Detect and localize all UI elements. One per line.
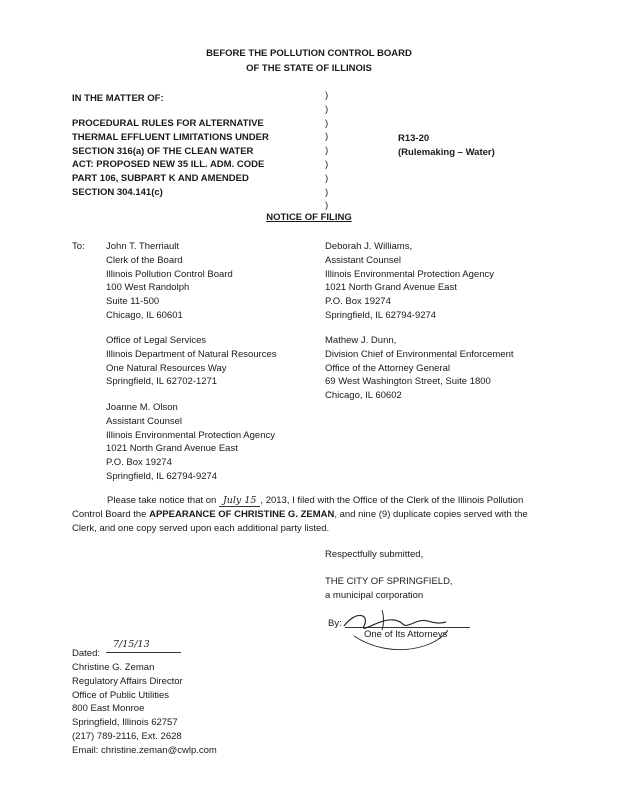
email-label: Email: <box>72 744 99 756</box>
recipient-line: 100 West Randolph <box>106 282 190 294</box>
contact-name: Christine G. Zeman <box>72 662 155 673</box>
recipient-line: Chicago, IL 60602 <box>325 390 402 402</box>
body-text: , and nine (9) duplicate copies served with the Clerk, and one copy served upon each additional party listed. <box>72 509 528 534</box>
contact-city: Springfield, Illinois 62757 <box>72 717 178 729</box>
recipient-block <box>325 334 514 403</box>
recipient-line: Illinois Pollution Control Board <box>106 268 233 280</box>
matter-label: IN THE MATTER OF: <box>72 93 164 104</box>
case-type: (Rulemaking – Water) <box>398 147 495 158</box>
recipient-line: Springfield, IL 62794-9274 <box>325 309 437 321</box>
bracket: ) <box>325 103 329 115</box>
bracket: ) <box>325 145 329 157</box>
signatory-role: One of Its Attorneys <box>364 629 448 640</box>
recipient-block <box>106 401 275 484</box>
dated-label: Dated: <box>72 648 100 659</box>
notice-title: NOTICE OF FILING <box>266 212 352 223</box>
bracket: ) <box>325 172 329 184</box>
document-title: APPEARANCE OF CHRISTINE G. ZEMAN <box>149 509 335 520</box>
recipient-line: Division Chief of Environmental Enforcement <box>325 348 514 360</box>
body-text: , 2013, I filed with the Office of the Clerk of the Illinois Pollution Control Board the <box>72 495 524 520</box>
bracket: ) <box>325 90 329 101</box>
by-label: By: <box>328 618 342 629</box>
recipient-line: 69 West Washington Street, Suite 1800 <box>325 376 491 388</box>
caption-line: PROCEDURAL RULES FOR ALTERNATIVE <box>72 118 264 129</box>
recipient-line: Suite 11-500 <box>106 296 160 308</box>
recipient-line: John T. Therriault <box>106 241 180 252</box>
case-number: R13-20 <box>398 133 430 144</box>
caption-line: PART 106, SUBPART K AND AMENDED <box>72 173 249 185</box>
bracket: ) <box>325 200 329 212</box>
recipient-line: Clerk of the Board <box>106 254 183 266</box>
recipient-line: P.O. Box 19274 <box>106 457 172 469</box>
contact-title: Regulatory Affairs Director <box>72 675 183 687</box>
recipient-line: Illinois Environmental Protection Agency <box>106 429 275 441</box>
contact-office: Office of Public Utilities <box>72 689 169 701</box>
recipient-line: Mathew J. Dunn, <box>325 335 397 346</box>
bracket: ) <box>325 158 329 170</box>
contact-block <box>72 661 217 758</box>
recipient-line: One Natural Resources Way <box>106 362 227 374</box>
recipient-line: 1021 North Grand Avenue East <box>106 443 238 455</box>
recipient-line: Assistant Counsel <box>325 254 402 266</box>
entity-type: a municipal corporation <box>325 590 424 601</box>
body-text: Please take notice that on <box>107 495 217 506</box>
recipient-line: Springfield, IL 62702-1271 <box>106 376 218 388</box>
email-address: christine.zeman@cwlp.com <box>101 744 217 756</box>
contact-email-row <box>72 744 217 758</box>
notice-paragraph <box>72 494 550 536</box>
recipient-block <box>325 240 494 323</box>
recipient-block <box>106 334 277 389</box>
recipient-block <box>106 240 233 323</box>
bracket: ) <box>325 117 329 129</box>
caption-line: SECTION 316(a) OF THE CLEAN WATER <box>72 145 254 157</box>
recipient-line: Joanne M. Olson <box>106 402 178 413</box>
caption-line: SECTION 304.141(c) <box>72 186 163 198</box>
recipient-line: Springfield, IL 62794-9274 <box>106 470 218 482</box>
bracket: ) <box>325 131 329 143</box>
caption-bracket <box>325 89 328 213</box>
recipient-line: Chicago, IL 60601 <box>106 309 183 321</box>
recipient-line: Assistant Counsel <box>106 415 183 427</box>
date-line <box>106 652 181 653</box>
dated-value: 7/15/13 <box>113 639 150 650</box>
caption-title <box>72 117 269 200</box>
recipient-line: Illinois Department of Natural Resources <box>106 348 277 360</box>
recipient-line: P.O. Box 19274 <box>325 296 391 308</box>
court-name: BEFORE THE POLLUTION CONTROL BOARD <box>206 48 412 59</box>
contact-street: 800 East Monroe <box>72 703 145 715</box>
recipient-line: 1021 North Grand Avenue East <box>325 282 457 294</box>
bracket: ) <box>325 186 329 198</box>
recipient-line: Office of Legal Services <box>106 335 207 346</box>
to-label: To: <box>72 241 85 252</box>
contact-phone: (217) 789-2116, Ext. 2628 <box>72 730 182 742</box>
recipient-line: Illinois Environmental Protection Agency <box>325 268 494 280</box>
recipient-line: Office of the Attorney General <box>325 362 450 374</box>
recipient-line: Deborah J. Williams, <box>325 241 413 252</box>
entity-name: THE CITY OF SPRINGFIELD, <box>325 576 453 587</box>
caption-line: ACT: PROPOSED NEW 35 ILL. ADM. CODE <box>72 159 265 171</box>
court-jurisdiction: OF THE STATE OF ILLINOIS <box>246 63 372 74</box>
caption-line: THERMAL EFFLUENT LIMITATIONS UNDER <box>72 131 269 143</box>
handwritten-date: July 15 <box>219 495 260 507</box>
closing: Respectfully submitted, <box>325 549 424 560</box>
signature-mark <box>336 596 476 658</box>
